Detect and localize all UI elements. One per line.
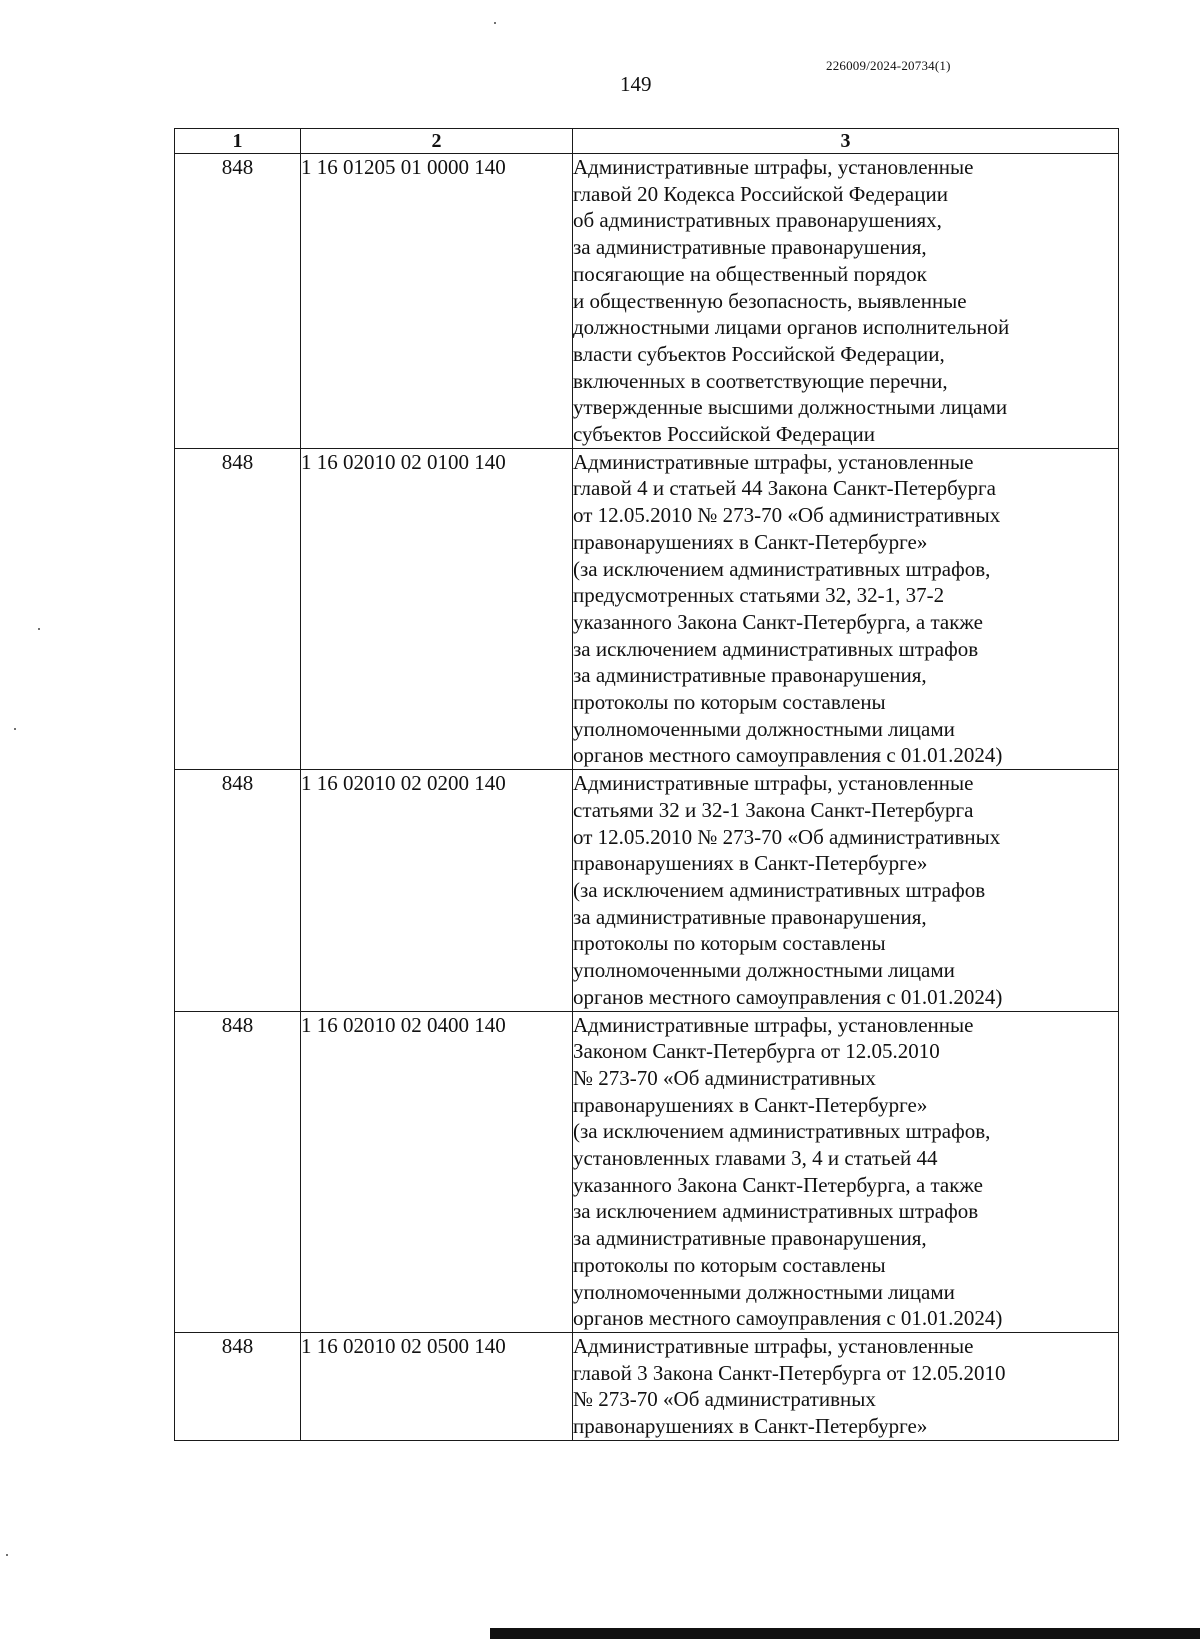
revenue-name-line: и общественную безопасность, выявленные: [573, 288, 967, 313]
revenue-name-line: за административные правонарушения,: [573, 1226, 927, 1251]
revenue-name-line: правонарушениях в Санкт-Петербурге»: [573, 851, 928, 876]
revenue-name-cell: [573, 1011, 1119, 1332]
budget-classification-code-cell: 1 16 01205 01 0000 140: [301, 154, 573, 449]
revenue-name-line: главой 4 и статьей 44 Закона Санкт-Петербурга: [573, 476, 996, 501]
column-header-3: 3: [573, 129, 1119, 154]
revenue-name-line: за административные правонарушения,: [573, 663, 927, 688]
revenue-name-line: предусмотренных статьями 32, 32-1, 37-2: [573, 583, 945, 608]
revenue-name-cell: [573, 154, 1119, 449]
revenue-name-line: за административные правонарушения,: [573, 904, 927, 929]
admin-code-cell: 848: [175, 1332, 301, 1440]
revenue-name-line: Законом Санкт-Петербурга от 12.05.2010: [573, 1039, 940, 1064]
revenue-name-line: указанного Закона Санкт-Петербурга, а также: [573, 1172, 983, 1197]
revenue-name-line: должностными лицами органов исполнительной: [573, 315, 1010, 340]
revenue-name-line: № 273-70 «Об административных: [573, 1065, 876, 1090]
revenue-name-line: (за исключением административных штрафов,: [573, 556, 991, 581]
revenue-name-line: Административные штрафы, установленные: [573, 771, 974, 796]
revenue-name-line: власти субъектов Российской Федерации,: [573, 341, 945, 366]
budget-classification-code-cell: 1 16 02010 02 0500 140: [301, 1332, 573, 1440]
revenue-name-line: утвержденные высшими должностными лицами: [573, 395, 1008, 420]
revenue-name-line: № 273-70 «Об административных: [573, 1387, 876, 1412]
revenue-name-line: включенных в соответствующие перечни,: [573, 368, 948, 393]
revenue-name-cell: [573, 770, 1119, 1011]
scan-speck: [38, 628, 40, 630]
revenue-name-line: (за исключением административных штрафов,: [573, 1119, 991, 1144]
revenue-name-line: Административные штрафы, установленные: [573, 1333, 974, 1358]
admin-code-cell: 848: [175, 448, 301, 769]
revenue-name-line: Административные штрафы, установленные: [573, 449, 974, 474]
budget-classification-code-cell: 1 16 02010 02 0100 140: [301, 448, 573, 769]
revenue-name-line: за административные правонарушения,: [573, 235, 927, 260]
table-row: [175, 154, 1119, 449]
revenue-name-line: Административные штрафы, установленные: [573, 155, 974, 179]
scan-speck: [6, 1554, 8, 1556]
revenue-name-line: указанного Закона Санкт-Петербурга, а также: [573, 609, 983, 634]
revenue-name-line: уполномоченными должностными лицами: [573, 716, 955, 741]
revenue-name-line: органов местного самоуправления с 01.01.2024): [573, 984, 1003, 1009]
revenue-name-line: Административные штрафы, установленные: [573, 1012, 974, 1037]
scan-speck: [14, 728, 16, 730]
admin-code-cell: 848: [175, 154, 301, 449]
revenue-name-line: посягающие на общественный порядок: [573, 261, 927, 286]
revenue-name-line: протоколы по которым составлены: [573, 931, 886, 956]
revenue-name-line: от 12.05.2010 № 273-70 «Об административных: [573, 824, 1001, 849]
revenue-name-line: за исключением административных штрафов: [573, 1199, 979, 1224]
budget-revenue-table: [174, 128, 1119, 1441]
table-row: [175, 448, 1119, 769]
revenue-name-line: главой 3 Закона Санкт-Петербурга от 12.05.2010: [573, 1360, 1006, 1385]
page-number: 149: [620, 72, 652, 96]
revenue-name-line: субъектов Российской Федерации: [573, 422, 876, 447]
admin-code-cell: 848: [175, 770, 301, 1011]
revenue-name-line: протоколы по которым составлены: [573, 1252, 886, 1277]
admin-code-cell: 848: [175, 1011, 301, 1332]
revenue-name-line: правонарушениях в Санкт-Петербурге»: [573, 529, 928, 554]
table-row: [175, 1332, 1119, 1440]
revenue-name-line: статьями 32 и 32-1 Закона Санкт-Петербурга: [573, 797, 974, 822]
table-header-row: [175, 129, 1119, 154]
revenue-name-line: органов местного самоуправления с 01.01.2024): [573, 743, 1003, 768]
budget-classification-code-cell: 1 16 02010 02 0400 140: [301, 1011, 573, 1332]
revenue-name-line: правонарушениях в Санкт-Петербурге»: [573, 1414, 928, 1439]
revenue-name-line: об административных правонарушениях,: [573, 208, 942, 233]
table-row: [175, 770, 1119, 1011]
revenue-name-cell: [573, 448, 1119, 769]
budget-classification-code-cell: 1 16 02010 02 0200 140: [301, 770, 573, 1011]
revenue-name-line: установленных главами 3, 4 и статьей 44: [573, 1146, 938, 1171]
scan-edge-bar: [490, 1628, 1200, 1639]
revenue-name-line: за исключением административных штрафов: [573, 636, 979, 661]
revenue-name-cell: [573, 1332, 1119, 1440]
revenue-name-line: главой 20 Кодекса Российской Федерации: [573, 181, 948, 206]
revenue-name-line: от 12.05.2010 № 273-70 «Об административных: [573, 503, 1001, 528]
scan-speck: [494, 22, 496, 24]
document-registration-number: 226009/2024-20734(1): [826, 58, 951, 73]
column-header-2: 2: [301, 129, 573, 154]
revenue-name-line: правонарушениях в Санкт-Петербурге»: [573, 1092, 928, 1117]
column-header-1: 1: [175, 129, 301, 154]
revenue-name-line: протоколы по которым составлены: [573, 690, 886, 715]
revenue-name-line: органов местного самоуправления с 01.01.2024): [573, 1306, 1003, 1331]
revenue-name-line: уполномоченными должностными лицами: [573, 958, 955, 983]
table-row: [175, 1011, 1119, 1332]
revenue-name-line: уполномоченными должностными лицами: [573, 1279, 955, 1304]
revenue-name-line: (за исключением административных штрафов: [573, 877, 986, 902]
